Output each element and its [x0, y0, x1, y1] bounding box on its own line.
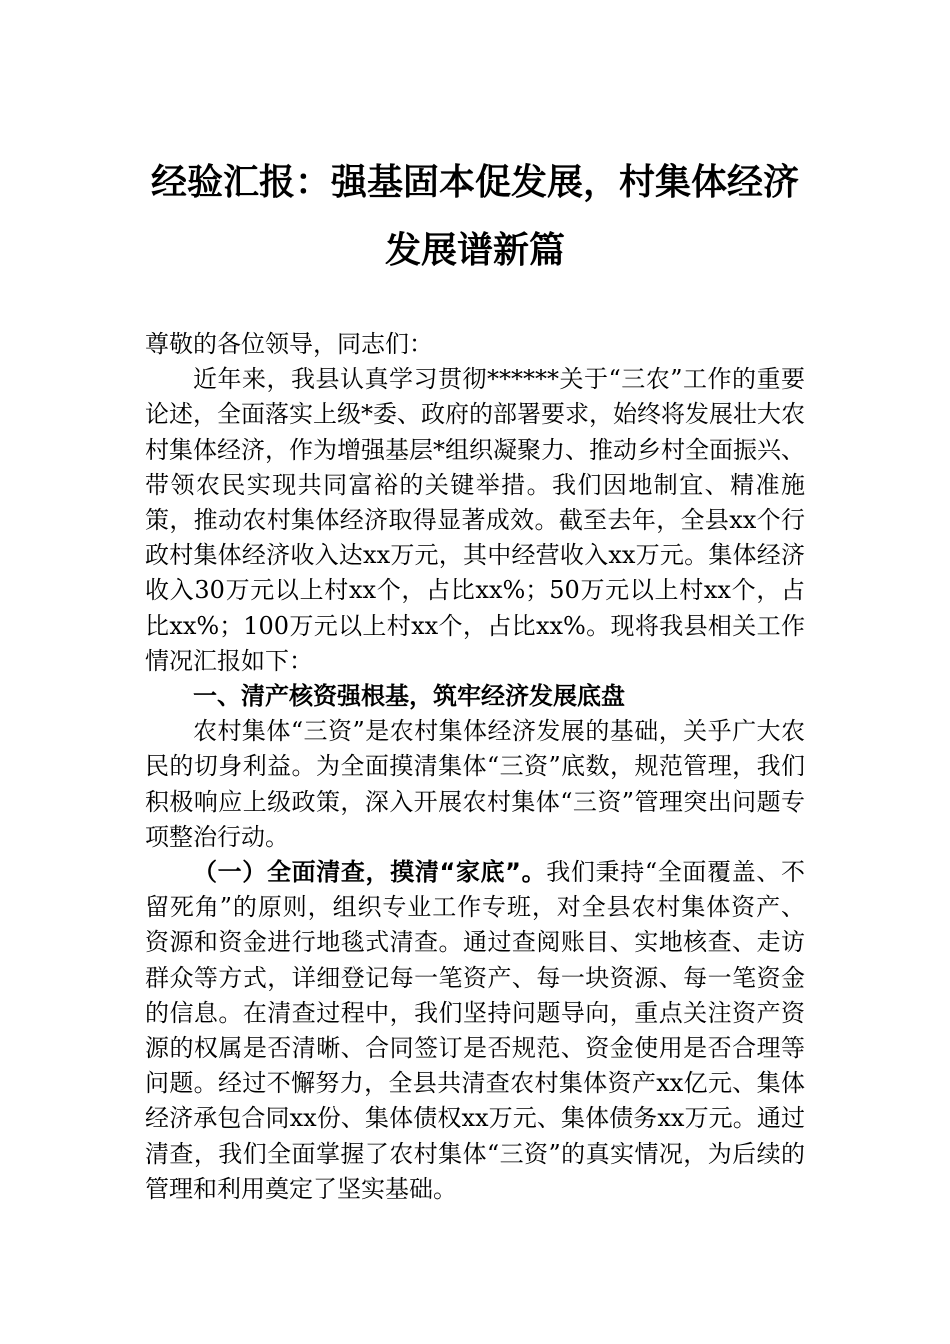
subsection-1-lead: （一）全面清查，摸清“家底”。	[193, 858, 547, 887]
intro-paragraph: 近年来，我县认真学习贯彻******关于“三农”工作的重要论述，全面落实上级*委、政府的部署要求，始终将发展壮大农村集体经济，作为增强基层*组织凝聚力、推动乡村全面振兴、带领农民实现共同富裕的关键举措。我们因地制宜、精准施策，推动农村集体经济取得显著成效。截至去年，全县xx个行政村集体经济收入达xx万元，其中经营收入xx万元。集体经济收入30万元以上村xx个，占比xx%；50万元以上村xx个，占比xx%；100万元以上村xx个，占比xx%。现将我县相关工作情况汇报如下：	[145, 365, 805, 675]
section-1-intro-paragraph: 农村集体“三资”是农村集体经济发展的基础，关乎广大农民的切身利益。为全面摸清集体“三资”底数，规范管理，我们积极响应上级政策，深入开展农村集体“三资”管理突出问题专项整治行动。	[145, 717, 805, 851]
subsection-1-paragraph	[145, 855, 805, 1207]
section-1-heading: 一、清产核资强根基，筑牢经济发展底盘	[193, 682, 625, 711]
subsection-1-text: 我们秉持“全面覆盖、不留死角”的原则，组织专业工作专班，对全县农村集体资产、资源和资金进行地毯式清查。通过查阅账目、实地核查、走访群众等方式，详细登记每一笔资产、每一块资源、每一笔资金的信息。在清查过程中，我们坚持问题导向，重点关注资产资源的权属是否清晰、合同签订是否规范、资金使用是否合理等问题。经过不懈努力，全县共清查农村集体资产xx亿元、集体经济承包合同xx份、集体债权xx万元、集体债务xx万元。通过清查，我们全面掌握了农村集体“三资”的真实情况，为后续的管理和利用奠定了坚实基础。	[145, 858, 805, 1203]
salutation: 尊敬的各位领导，同志们：	[145, 330, 433, 358]
document-title-line-2: 发展谱新篇	[384, 230, 565, 271]
document-title-line-1: 经验汇报：强基固本促发展，村集体经济	[150, 162, 799, 203]
document-body	[145, 327, 805, 1207]
